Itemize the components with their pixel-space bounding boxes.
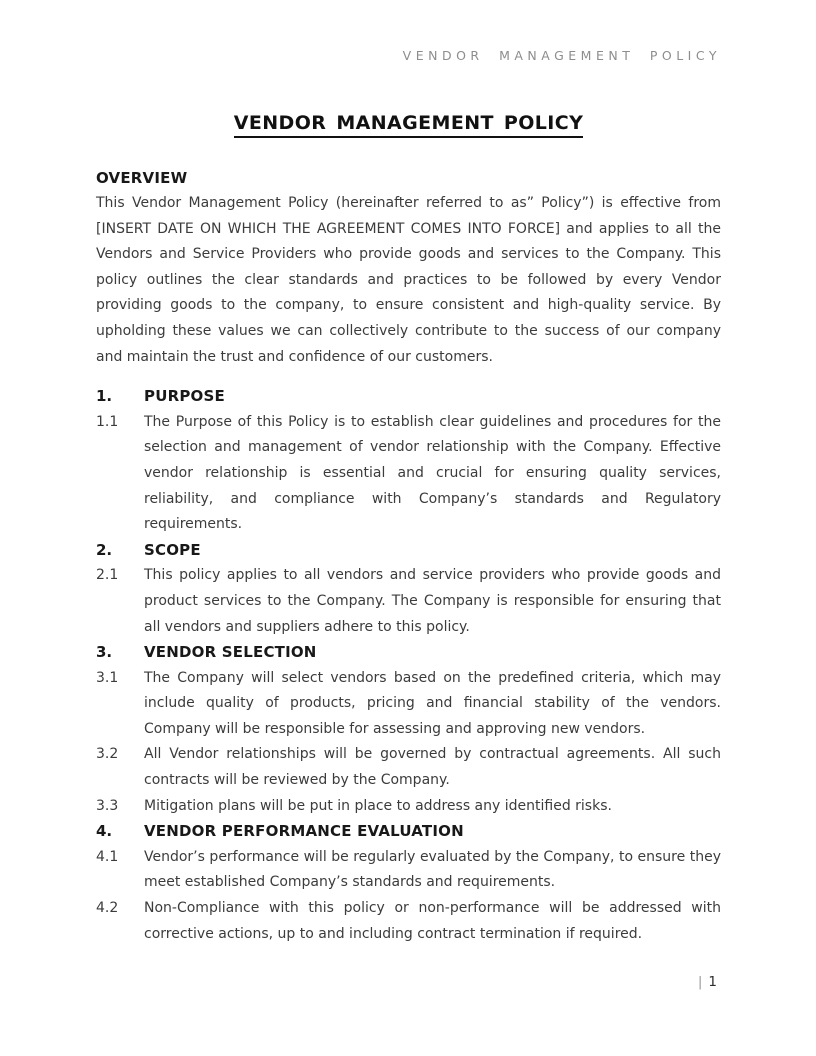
section-title: PURPOSE xyxy=(144,387,225,406)
title-row xyxy=(96,112,721,138)
clause-text: Mitigation plans will be put in place to address any identified risks. xyxy=(144,797,612,814)
clause-text: The Company will select vendors based on the predefined criteria, which may include quality of products, pricing and financial stability of the vendors. Company will be responsible for assessing and approving new vendors. xyxy=(144,669,721,737)
footer-page-number: 1 xyxy=(708,974,717,990)
numbered-sections xyxy=(96,384,721,947)
section-title: VENDOR SELECTION xyxy=(144,643,317,662)
clause-3-3 xyxy=(96,794,721,820)
clause-number: 2.1 xyxy=(96,567,119,584)
section-number: 4. xyxy=(96,822,113,841)
section-heading-scope xyxy=(96,538,721,564)
clause-number: 3.3 xyxy=(96,797,119,814)
section-heading-purpose xyxy=(96,384,721,410)
section-number: 1. xyxy=(96,387,113,406)
clause-number: 4.2 xyxy=(96,900,119,917)
running-header: VENDOR MANAGEMENT POLICY xyxy=(402,48,721,63)
clause-text: All Vendor relationships will be governed by contractual agreements. All such contracts will be reviewed by the Company. xyxy=(144,746,721,789)
section-heading-vendor-selection xyxy=(96,640,721,666)
clause-number: 3.2 xyxy=(96,746,119,763)
clause-text: The Purpose of this Policy is to establish clear guidelines and procedures for the selection and management of vendor relationship with the Company. Effective vendor relationship is essential and crucial for ensuring quality services, reliability, and compliance with Company’s standards and Regulatory requirements. xyxy=(144,413,721,533)
clause-4-2 xyxy=(96,896,721,947)
section-title: SCOPE xyxy=(144,540,201,559)
clause-3-1 xyxy=(96,666,721,743)
clause-number: 4.1 xyxy=(96,848,119,865)
clause-number: 1.1 xyxy=(96,413,119,430)
overview-heading: OVERVIEW xyxy=(96,169,188,187)
footer-separator: | xyxy=(697,974,703,990)
clause-1-1 xyxy=(96,410,721,538)
clause-text: This policy applies to all vendors and service providers who provide goods and product services to the Company. The Company is responsible for ensuring that all vendors and suppliers adhere to this policy. xyxy=(144,567,721,635)
clause-4-1 xyxy=(96,845,721,896)
clause-text: Vendor’s performance will be regularly evaluated by the Company, to ensure they meet established Company’s standards and requirements. xyxy=(144,848,721,891)
clause-text: Non-Compliance with this policy or non-performance will be addressed with corrective actions, up to and including contract termination if required. xyxy=(144,900,721,942)
section-title: VENDOR PERFORMANCE EVALUATION xyxy=(144,822,464,841)
clause-3-2 xyxy=(96,742,721,793)
document-title: VENDOR MANAGEMENT POLICY xyxy=(234,112,583,138)
clause-2-1 xyxy=(96,563,721,640)
section-number: 2. xyxy=(96,540,113,559)
document-body xyxy=(96,0,721,947)
section-number: 3. xyxy=(96,643,113,662)
overview-paragraph: This Vendor Management Policy (hereinafter referred to as” Policy”) is effective from [INSERT DATE ON WHICH THE AGREEMENT COMES INTO FORCE] and applies to all the Vendors and Service Providers who provide goods and services to the Company. This policy outlines the clear standards and practices to be followed by every Vendor providing goods to the company, to ensure consistent and high-quality service. By upholding these values we can collectively contribute to the success of our company and maintain the trust and confidence of our customers. xyxy=(96,195,721,365)
section-heading-vendor-performance-evaluation xyxy=(96,819,721,845)
page-footer xyxy=(698,974,717,990)
clause-number: 3.1 xyxy=(96,669,119,686)
